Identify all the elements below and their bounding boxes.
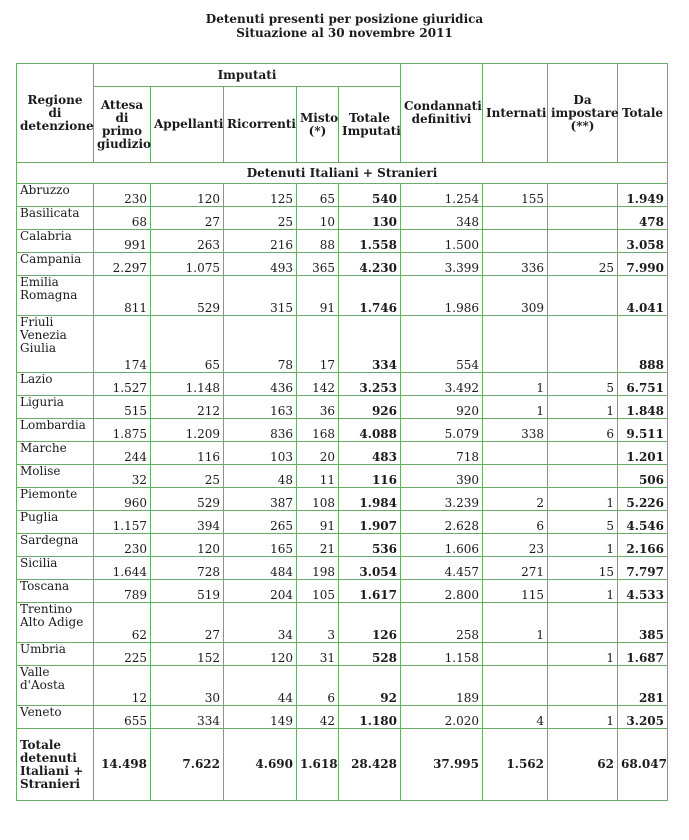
- table-row: [17, 396, 668, 419]
- cell-ricorrenti: 315: [224, 276, 297, 316]
- cell-ricorrenti: 103: [224, 442, 297, 465]
- cell-condannati: 1.158: [401, 643, 483, 666]
- cell-internati: 2: [483, 488, 548, 511]
- cell-totale: 68.047: [618, 729, 668, 801]
- cell-appellanti: 212: [151, 396, 224, 419]
- header-appellanti: Appellanti: [151, 87, 224, 163]
- cell-appellanti: 529: [151, 276, 224, 316]
- cell-appellanti: 152: [151, 643, 224, 666]
- cell-misto: 108: [297, 488, 339, 511]
- cell-attesa: 789: [94, 580, 151, 603]
- cell-totale: 3.205: [618, 706, 668, 729]
- cell-attesa: 244: [94, 442, 151, 465]
- cell-ricorrenti: 265: [224, 511, 297, 534]
- cell-da-imp: [548, 230, 618, 253]
- cell-appellanti: 27: [151, 207, 224, 230]
- cell-ricorrenti: 44: [224, 666, 297, 706]
- cell-region: Emilia Romagna: [17, 276, 94, 316]
- cell-condannati: 189: [401, 666, 483, 706]
- cell-tot-imp: 126: [339, 603, 401, 643]
- cell-attesa: 68: [94, 207, 151, 230]
- cell-tot-imp: 540: [339, 184, 401, 207]
- cell-appellanti: 1.209: [151, 419, 224, 442]
- cell-misto: 11: [297, 465, 339, 488]
- cell-totale: 7.797: [618, 557, 668, 580]
- cell-region: Molise: [17, 465, 94, 488]
- cell-internati: 336: [483, 253, 548, 276]
- cell-condannati: 3.239: [401, 488, 483, 511]
- cell-attesa: 230: [94, 534, 151, 557]
- cell-da-imp: [548, 207, 618, 230]
- cell-totale: 5.226: [618, 488, 668, 511]
- cell-da-imp: [548, 465, 618, 488]
- cell-misto: 36: [297, 396, 339, 419]
- title-line-1: Detenuti presenti per posizione giuridica: [205, 12, 484, 26]
- cell-attesa: 515: [94, 396, 151, 419]
- cell-totale: 3.058: [618, 230, 668, 253]
- table-row: [17, 511, 668, 534]
- cell-attesa: 991: [94, 230, 151, 253]
- cell-misto: 105: [297, 580, 339, 603]
- header-regione: Regione di detenzione: [17, 64, 94, 163]
- cell-ricorrenti: 204: [224, 580, 297, 603]
- cell-region: Sardegna: [17, 534, 94, 557]
- cell-attesa: 1.644: [94, 557, 151, 580]
- cell-da-imp: 5: [548, 511, 618, 534]
- cell-tot-imp: 116: [339, 465, 401, 488]
- cell-condannati: 37.995: [401, 729, 483, 801]
- cell-da-imp: 1: [548, 706, 618, 729]
- cell-totale: 478: [618, 207, 668, 230]
- table-row: [17, 534, 668, 557]
- cell-condannati: 390: [401, 465, 483, 488]
- cell-misto: 91: [297, 511, 339, 534]
- cell-appellanti: 30: [151, 666, 224, 706]
- cell-internati: 155: [483, 184, 548, 207]
- cell-appellanti: 7.622: [151, 729, 224, 801]
- cell-tot-imp: 1.984: [339, 488, 401, 511]
- cell-condannati: 718: [401, 442, 483, 465]
- cell-da-imp: 5: [548, 373, 618, 396]
- cell-region: Friuli Venezia Giulia: [17, 316, 94, 373]
- cell-appellanti: 1.148: [151, 373, 224, 396]
- cell-misto: 31: [297, 643, 339, 666]
- cell-misto: 91: [297, 276, 339, 316]
- cell-internati: 1: [483, 396, 548, 419]
- table-row: [17, 230, 668, 253]
- cell-totale: 1.201: [618, 442, 668, 465]
- cell-tot-imp: 1.746: [339, 276, 401, 316]
- cell-appellanti: 1.075: [151, 253, 224, 276]
- table-row: [17, 276, 668, 316]
- header-attesa: Attesa di primo giudizio: [94, 87, 151, 163]
- cell-ricorrenti: 836: [224, 419, 297, 442]
- cell-totale: 385: [618, 603, 668, 643]
- cell-appellanti: 120: [151, 534, 224, 557]
- cell-region: Valle d'Aosta: [17, 666, 94, 706]
- cell-misto: 198: [297, 557, 339, 580]
- cell-totale: 2.166: [618, 534, 668, 557]
- cell-ricorrenti: 48: [224, 465, 297, 488]
- cell-internati: [483, 643, 548, 666]
- cell-appellanti: 25: [151, 465, 224, 488]
- cell-region: Piemonte: [17, 488, 94, 511]
- cell-attesa: 655: [94, 706, 151, 729]
- cell-appellanti: 394: [151, 511, 224, 534]
- cell-misto: 42: [297, 706, 339, 729]
- cell-condannati: 1.500: [401, 230, 483, 253]
- cell-da-imp: [548, 442, 618, 465]
- cell-condannati: 3.399: [401, 253, 483, 276]
- cell-totale: 4.546: [618, 511, 668, 534]
- cell-totale: 7.990: [618, 253, 668, 276]
- table-row: [17, 419, 668, 442]
- cell-tot-imp: 1.907: [339, 511, 401, 534]
- cell-internati: [483, 465, 548, 488]
- cell-attesa: 1.875: [94, 419, 151, 442]
- table-row: [17, 557, 668, 580]
- header-misto: Misto (*): [297, 87, 339, 163]
- cell-appellanti: 519: [151, 580, 224, 603]
- cell-region: Umbria: [17, 643, 94, 666]
- header-totale: Totale: [618, 64, 668, 163]
- table-row: [17, 643, 668, 666]
- cell-totale: 1.949: [618, 184, 668, 207]
- cell-da-imp: 15: [548, 557, 618, 580]
- cell-internati: [483, 316, 548, 373]
- cell-totale: 9.511: [618, 419, 668, 442]
- cell-condannati: 348: [401, 207, 483, 230]
- cell-region: Marche: [17, 442, 94, 465]
- cell-ricorrenti: 78: [224, 316, 297, 373]
- cell-ricorrenti: 436: [224, 373, 297, 396]
- cell-tot-imp: 4.088: [339, 419, 401, 442]
- cell-region: Abruzzo: [17, 184, 94, 207]
- cell-misto: 10: [297, 207, 339, 230]
- cell-internati: 1: [483, 373, 548, 396]
- header-imputati: Imputati: [94, 64, 401, 87]
- table-row: [17, 666, 668, 706]
- cell-misto: 17: [297, 316, 339, 373]
- table-row: [17, 488, 668, 511]
- cell-internati: 23: [483, 534, 548, 557]
- cell-condannati: 920: [401, 396, 483, 419]
- cell-da-imp: [548, 666, 618, 706]
- cell-appellanti: 263: [151, 230, 224, 253]
- cell-region: Basilicata: [17, 207, 94, 230]
- cell-condannati: 5.079: [401, 419, 483, 442]
- cell-da-imp: 1: [548, 488, 618, 511]
- cell-ricorrenti: 125: [224, 184, 297, 207]
- cell-attesa: 960: [94, 488, 151, 511]
- cell-tot-imp: 28.428: [339, 729, 401, 801]
- table-row: [17, 373, 668, 396]
- cell-tot-imp: 926: [339, 396, 401, 419]
- cell-attesa: 2.297: [94, 253, 151, 276]
- table-row: [17, 207, 668, 230]
- cell-region: Trentino Alto Adige: [17, 603, 94, 643]
- cell-tot-imp: 130: [339, 207, 401, 230]
- cell-misto: 142: [297, 373, 339, 396]
- cell-tot-imp: 3.054: [339, 557, 401, 580]
- cell-totale: 6.751: [618, 373, 668, 396]
- cell-region: Campania: [17, 253, 94, 276]
- cell-internati: 271: [483, 557, 548, 580]
- cell-appellanti: 529: [151, 488, 224, 511]
- cell-condannati: 554: [401, 316, 483, 373]
- table-row: [17, 442, 668, 465]
- detainees-table: [16, 63, 668, 801]
- table-body: [17, 184, 668, 801]
- table-row: [17, 603, 668, 643]
- document-title: [0, 12, 689, 40]
- cell-ricorrenti: 34: [224, 603, 297, 643]
- cell-appellanti: 116: [151, 442, 224, 465]
- cell-tot-imp: 4.230: [339, 253, 401, 276]
- cell-totale: 1.848: [618, 396, 668, 419]
- cell-tot-imp: 334: [339, 316, 401, 373]
- cell-condannati: 1.606: [401, 534, 483, 557]
- cell-da-imp: 1: [548, 396, 618, 419]
- cell-ricorrenti: 387: [224, 488, 297, 511]
- cell-internati: [483, 207, 548, 230]
- cell-totale: 281: [618, 666, 668, 706]
- cell-da-imp: [548, 316, 618, 373]
- header-totale-imputati: Totale Imputati: [339, 87, 401, 163]
- cell-internati: 6: [483, 511, 548, 534]
- cell-region: Veneto: [17, 706, 94, 729]
- cell-condannati: 1.254: [401, 184, 483, 207]
- cell-attesa: 14.498: [94, 729, 151, 801]
- cell-region: Puglia: [17, 511, 94, 534]
- cell-misto: 6: [297, 666, 339, 706]
- cell-da-imp: 1: [548, 643, 618, 666]
- cell-internati: 4: [483, 706, 548, 729]
- cell-condannati: 1.986: [401, 276, 483, 316]
- cell-tot-imp: 536: [339, 534, 401, 557]
- cell-misto: 88: [297, 230, 339, 253]
- cell-ricorrenti: 216: [224, 230, 297, 253]
- table-row: [17, 706, 668, 729]
- cell-misto: 3: [297, 603, 339, 643]
- cell-appellanti: 65: [151, 316, 224, 373]
- cell-region: Liguria: [17, 396, 94, 419]
- table-row: [17, 316, 668, 373]
- cell-attesa: 811: [94, 276, 151, 316]
- table-row: [17, 580, 668, 603]
- section-label: Detenuti Italiani + Stranieri: [17, 163, 668, 184]
- cell-misto: 21: [297, 534, 339, 557]
- cell-region: Lombardia: [17, 419, 94, 442]
- cell-ricorrenti: 165: [224, 534, 297, 557]
- cell-misto: 65: [297, 184, 339, 207]
- cell-ricorrenti: 484: [224, 557, 297, 580]
- cell-ricorrenti: 493: [224, 253, 297, 276]
- cell-region: Totale detenuti Italiani + Stranieri: [17, 729, 94, 801]
- cell-condannati: 2.020: [401, 706, 483, 729]
- cell-ricorrenti: 4.690: [224, 729, 297, 801]
- cell-da-imp: [548, 184, 618, 207]
- cell-region: Sicilia: [17, 557, 94, 580]
- cell-tot-imp: 1.558: [339, 230, 401, 253]
- cell-attesa: 1.157: [94, 511, 151, 534]
- cell-da-imp: 25: [548, 253, 618, 276]
- cell-tot-imp: 92: [339, 666, 401, 706]
- title-line-2: Situazione al 30 novembre 2011: [236, 26, 453, 40]
- total-row: [17, 729, 668, 801]
- header-ricorrenti: Ricorrenti: [224, 87, 297, 163]
- cell-da-imp: [548, 603, 618, 643]
- cell-ricorrenti: 149: [224, 706, 297, 729]
- cell-attesa: 12: [94, 666, 151, 706]
- cell-totale: 4.041: [618, 276, 668, 316]
- cell-tot-imp: 528: [339, 643, 401, 666]
- cell-condannati: 258: [401, 603, 483, 643]
- cell-attesa: 32: [94, 465, 151, 488]
- cell-internati: [483, 666, 548, 706]
- cell-ricorrenti: 163: [224, 396, 297, 419]
- cell-totale: 4.533: [618, 580, 668, 603]
- cell-da-imp: 62: [548, 729, 618, 801]
- cell-totale: 506: [618, 465, 668, 488]
- cell-appellanti: 27: [151, 603, 224, 643]
- cell-attesa: 225: [94, 643, 151, 666]
- cell-internati: [483, 442, 548, 465]
- cell-appellanti: 728: [151, 557, 224, 580]
- cell-region: Lazio: [17, 373, 94, 396]
- cell-attesa: 62: [94, 603, 151, 643]
- cell-region: Toscana: [17, 580, 94, 603]
- cell-totale: 1.687: [618, 643, 668, 666]
- cell-attesa: 230: [94, 184, 151, 207]
- cell-misto: 20: [297, 442, 339, 465]
- table-row: [17, 184, 668, 207]
- cell-da-imp: 1: [548, 580, 618, 603]
- cell-appellanti: 120: [151, 184, 224, 207]
- header-internati: Internati: [483, 64, 548, 163]
- cell-appellanti: 334: [151, 706, 224, 729]
- cell-condannati: 3.492: [401, 373, 483, 396]
- cell-tot-imp: 1.617: [339, 580, 401, 603]
- cell-misto: 1.618: [297, 729, 339, 801]
- cell-ricorrenti: 120: [224, 643, 297, 666]
- cell-region: Calabria: [17, 230, 94, 253]
- table-row: [17, 253, 668, 276]
- cell-condannati: 4.457: [401, 557, 483, 580]
- cell-attesa: 1.527: [94, 373, 151, 396]
- cell-tot-imp: 483: [339, 442, 401, 465]
- table-row: [17, 465, 668, 488]
- cell-da-imp: [548, 276, 618, 316]
- cell-misto: 168: [297, 419, 339, 442]
- cell-attesa: 174: [94, 316, 151, 373]
- header-da-impostare: Da impostare (**): [548, 64, 618, 163]
- cell-condannati: 2.800: [401, 580, 483, 603]
- cell-internati: 115: [483, 580, 548, 603]
- cell-tot-imp: 3.253: [339, 373, 401, 396]
- cell-internati: 1: [483, 603, 548, 643]
- cell-misto: 365: [297, 253, 339, 276]
- cell-tot-imp: 1.180: [339, 706, 401, 729]
- cell-da-imp: 1: [548, 534, 618, 557]
- cell-internati: 338: [483, 419, 548, 442]
- cell-condannati: 2.628: [401, 511, 483, 534]
- cell-internati: 1.562: [483, 729, 548, 801]
- cell-totale: 888: [618, 316, 668, 373]
- header-condannati: Condannati definitivi: [401, 64, 483, 163]
- cell-internati: 309: [483, 276, 548, 316]
- cell-ricorrenti: 25: [224, 207, 297, 230]
- cell-internati: [483, 230, 548, 253]
- cell-da-imp: 6: [548, 419, 618, 442]
